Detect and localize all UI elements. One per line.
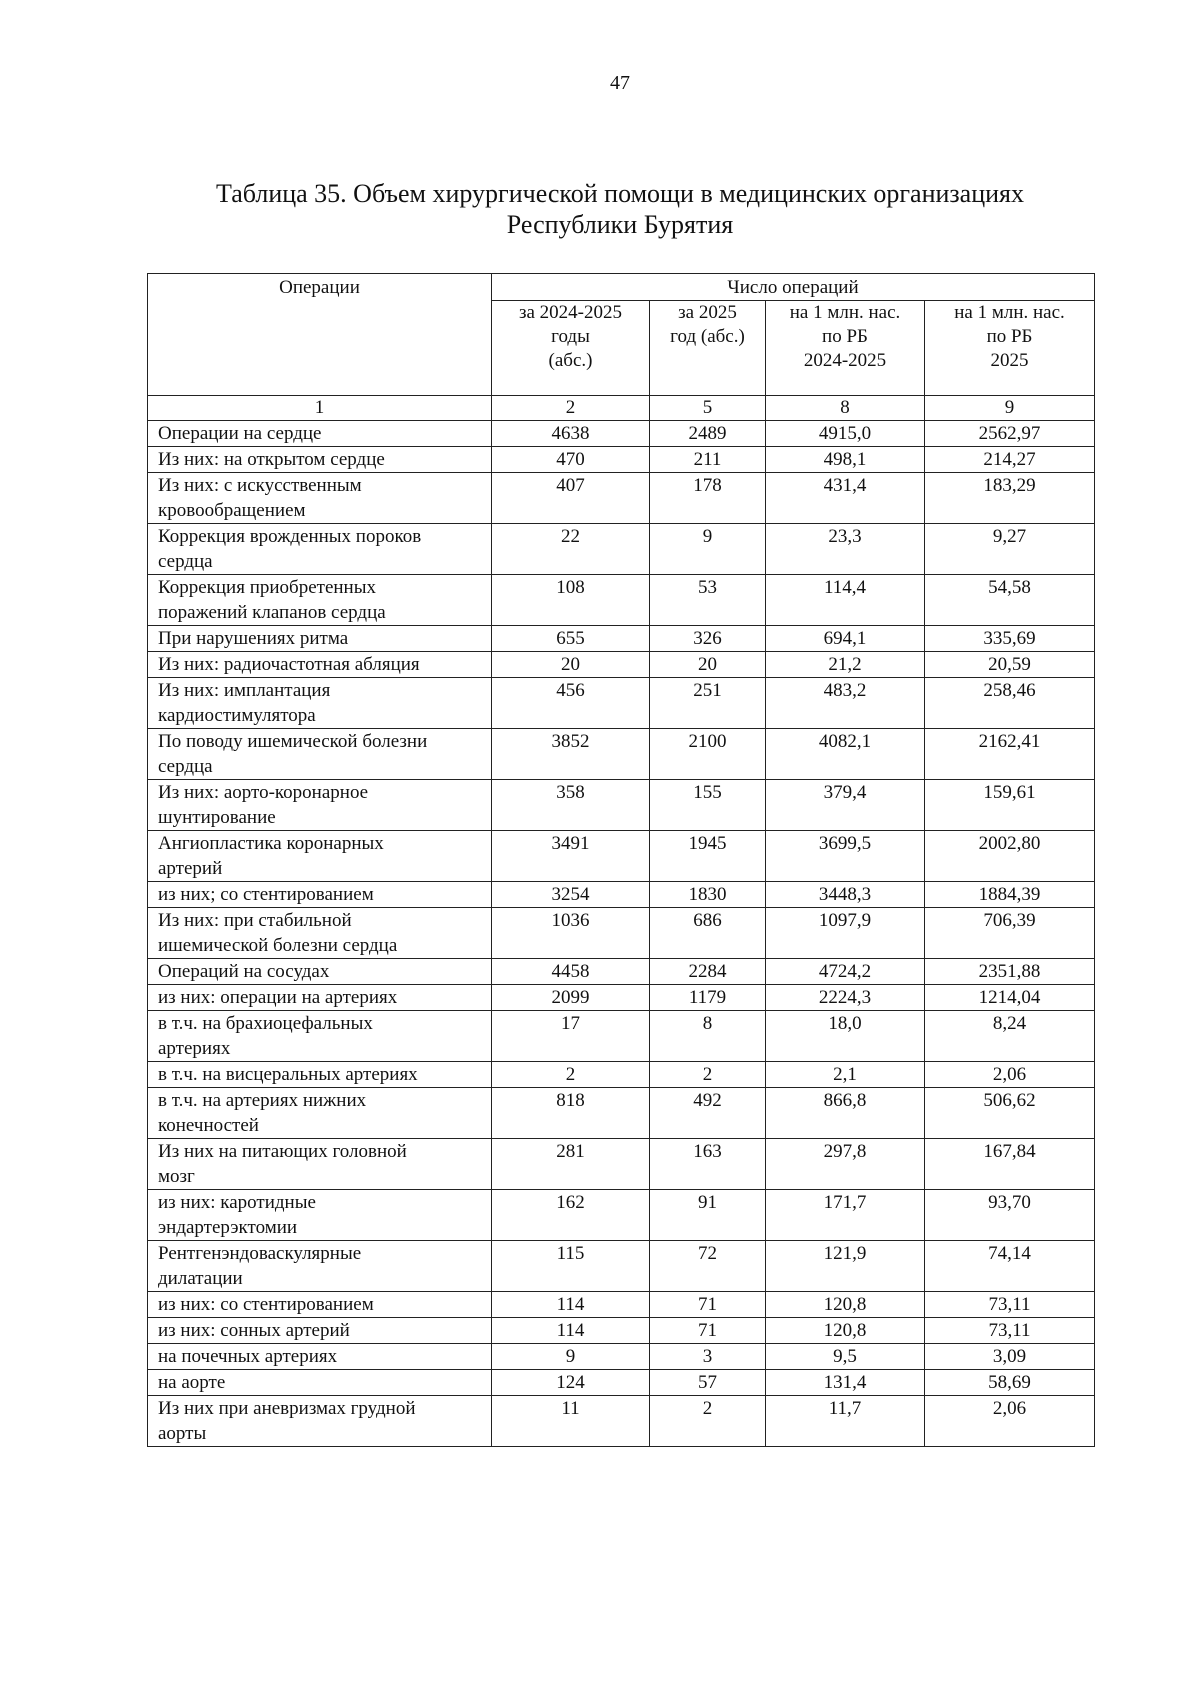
header-line: годы xyxy=(551,326,590,347)
operation-name-cell xyxy=(148,780,492,831)
operation-name-cell xyxy=(148,1139,492,1190)
value-2024-2025-cell: 2099 xyxy=(492,985,650,1011)
operation-name-line: кардиостимулятора xyxy=(158,705,316,726)
table-row xyxy=(148,1396,1095,1447)
per-mln-2024-2025-cell: 3448,3 xyxy=(766,882,925,908)
per-mln-2025-cell: 9,27 xyxy=(925,524,1095,575)
operation-name-cell xyxy=(148,1011,492,1062)
value-2024-2025-cell: 470 xyxy=(492,447,650,473)
value-2024-2025-cell: 358 xyxy=(492,780,650,831)
operation-name-line: Из них: на открытом сердце xyxy=(158,449,385,470)
header-line: за 2024-2025 xyxy=(518,302,622,323)
header-row-top xyxy=(148,274,1095,301)
operation-name-line: Из них: с искусственным xyxy=(158,475,362,496)
operation-name-line: Из них: имплантация xyxy=(158,680,331,701)
per-mln-2025-cell: 73,11 xyxy=(925,1292,1095,1318)
per-mln-2024-2025-cell: 4082,1 xyxy=(766,729,925,780)
per-mln-2024-2025-cell: 3699,5 xyxy=(766,831,925,882)
table-row xyxy=(148,729,1095,780)
per-mln-2024-2025-cell: 4915,0 xyxy=(766,421,925,447)
operation-name-line: При нарушениях ритма xyxy=(158,628,349,649)
value-2025-cell: 91 xyxy=(650,1190,766,1241)
per-mln-2024-2025-cell: 131,4 xyxy=(766,1370,925,1396)
value-2025-cell: 8 xyxy=(650,1011,766,1062)
per-mln-2025-cell: 1214,04 xyxy=(925,985,1095,1011)
per-mln-2024-2025-cell: 694,1 xyxy=(766,626,925,652)
header-col-per-mln-2024-2025 xyxy=(766,301,925,396)
header-line: год (абс.) xyxy=(670,326,745,347)
table-row xyxy=(148,959,1095,985)
per-mln-2025-cell: 2002,80 xyxy=(925,831,1095,882)
table-row xyxy=(148,908,1095,959)
table-row xyxy=(148,1318,1095,1344)
value-2025-cell: 163 xyxy=(650,1139,766,1190)
operation-name-cell xyxy=(148,908,492,959)
value-2025-cell: 1945 xyxy=(650,831,766,882)
column-number: 5 xyxy=(650,396,766,421)
operation-name-line: Из них: радиочастотная абляция xyxy=(158,654,420,675)
per-mln-2025-cell: 3,09 xyxy=(925,1344,1095,1370)
value-2024-2025-cell: 115 xyxy=(492,1241,650,1292)
operation-name-line: артериях xyxy=(158,1038,231,1059)
value-2024-2025-cell: 114 xyxy=(492,1292,650,1318)
operation-name-cell xyxy=(148,1370,492,1396)
column-number: 9 xyxy=(925,396,1095,421)
value-2024-2025-cell: 1036 xyxy=(492,908,650,959)
table-row xyxy=(148,1011,1095,1062)
header-line: по РБ xyxy=(822,326,868,347)
per-mln-2024-2025-cell: 9,5 xyxy=(766,1344,925,1370)
table-row xyxy=(148,652,1095,678)
per-mln-2025-cell: 2162,41 xyxy=(925,729,1095,780)
operation-name-line: Операции на сердце xyxy=(158,423,322,444)
operation-name-cell xyxy=(148,421,492,447)
operation-name-line: в т.ч. на висцеральных артериях xyxy=(158,1064,418,1085)
value-2025-cell: 211 xyxy=(650,447,766,473)
table-row xyxy=(148,1062,1095,1088)
value-2025-cell: 1179 xyxy=(650,985,766,1011)
value-2024-2025-cell: 20 xyxy=(492,652,650,678)
value-2024-2025-cell: 22 xyxy=(492,524,650,575)
operation-name-line: в т.ч. на брахиоцефальных xyxy=(158,1013,373,1034)
operation-name-line: дилатации xyxy=(158,1268,243,1289)
operation-name-cell xyxy=(148,447,492,473)
operation-name-cell xyxy=(148,1190,492,1241)
operation-name-line: ишемической болезни сердца xyxy=(158,935,398,956)
per-mln-2025-cell: 2562,97 xyxy=(925,421,1095,447)
per-mln-2025-cell: 506,62 xyxy=(925,1088,1095,1139)
operation-name-cell xyxy=(148,959,492,985)
operation-name-line: сердца xyxy=(158,756,213,777)
operation-name-cell xyxy=(148,985,492,1011)
operation-name-line: из них: операции на артериях xyxy=(158,987,398,1008)
operation-name-cell xyxy=(148,1088,492,1139)
value-2025-cell: 9 xyxy=(650,524,766,575)
per-mln-2025-cell: 214,27 xyxy=(925,447,1095,473)
operation-name-line: сердца xyxy=(158,551,213,572)
table-row xyxy=(148,421,1095,447)
value-2025-cell: 53 xyxy=(650,575,766,626)
operation-name-cell xyxy=(148,678,492,729)
value-2025-cell: 155 xyxy=(650,780,766,831)
operation-name-line: на аорте xyxy=(158,1372,226,1393)
operation-name-cell xyxy=(148,1318,492,1344)
per-mln-2024-2025-cell: 431,4 xyxy=(766,473,925,524)
operation-name-cell xyxy=(148,1292,492,1318)
value-2024-2025-cell: 3491 xyxy=(492,831,650,882)
value-2025-cell: 178 xyxy=(650,473,766,524)
operation-name-cell xyxy=(148,831,492,882)
table-row xyxy=(148,1241,1095,1292)
header-line: по РБ xyxy=(986,326,1033,347)
operation-name-cell xyxy=(148,882,492,908)
value-2024-2025-cell: 456 xyxy=(492,678,650,729)
value-2025-cell: 2284 xyxy=(650,959,766,985)
operation-name-line: аорты xyxy=(158,1423,207,1444)
per-mln-2025-cell: 73,11 xyxy=(925,1318,1095,1344)
value-2025-cell: 326 xyxy=(650,626,766,652)
per-mln-2024-2025-cell: 114,4 xyxy=(766,575,925,626)
table-row xyxy=(148,780,1095,831)
header-line: за 2025 xyxy=(678,302,737,323)
per-mln-2024-2025-cell: 379,4 xyxy=(766,780,925,831)
per-mln-2024-2025-cell: 121,9 xyxy=(766,1241,925,1292)
per-mln-2025-cell: 167,84 xyxy=(925,1139,1095,1190)
value-2024-2025-cell: 3254 xyxy=(492,882,650,908)
operation-name-cell xyxy=(148,524,492,575)
header-line: 2025 xyxy=(990,350,1029,371)
header-line: на 1 млн. нас. xyxy=(789,302,901,323)
operation-name-cell xyxy=(148,575,492,626)
table-row xyxy=(148,575,1095,626)
value-2025-cell: 72 xyxy=(650,1241,766,1292)
operation-name-line: из них: сонных артерий xyxy=(158,1320,350,1341)
value-2024-2025-cell: 818 xyxy=(492,1088,650,1139)
table-row xyxy=(148,447,1095,473)
per-mln-2025-cell: 8,24 xyxy=(925,1011,1095,1062)
value-2024-2025-cell: 4458 xyxy=(492,959,650,985)
operation-name-cell xyxy=(148,652,492,678)
table-title-line-2: Республики Бурятия xyxy=(506,210,734,239)
table-row xyxy=(148,1139,1095,1190)
table-row xyxy=(148,524,1095,575)
operation-name-line: шунтирование xyxy=(158,807,276,828)
value-2024-2025-cell: 108 xyxy=(492,575,650,626)
operation-name-line: Коррекция приобретенных xyxy=(158,577,376,598)
value-2025-cell: 2 xyxy=(650,1062,766,1088)
operation-name-line: артерий xyxy=(158,858,223,879)
per-mln-2024-2025-cell: 297,8 xyxy=(766,1139,925,1190)
operation-name-line: эндартерэктомии xyxy=(158,1217,298,1238)
per-mln-2025-cell: 706,39 xyxy=(925,908,1095,959)
per-mln-2025-cell: 54,58 xyxy=(925,575,1095,626)
operation-name-cell xyxy=(148,1241,492,1292)
table-row xyxy=(148,882,1095,908)
per-mln-2025-cell: 93,70 xyxy=(925,1190,1095,1241)
per-mln-2024-2025-cell: 4724,2 xyxy=(766,959,925,985)
table-row xyxy=(148,1344,1095,1370)
value-2024-2025-cell: 162 xyxy=(492,1190,650,1241)
per-mln-2024-2025-cell: 1097,9 xyxy=(766,908,925,959)
value-2025-cell: 1830 xyxy=(650,882,766,908)
per-mln-2025-cell: 258,46 xyxy=(925,678,1095,729)
surgery-volume-table xyxy=(147,273,1095,1447)
per-mln-2024-2025-cell: 18,0 xyxy=(766,1011,925,1062)
per-mln-2024-2025-cell: 11,7 xyxy=(766,1396,925,1447)
value-2025-cell: 2 xyxy=(650,1396,766,1447)
column-number: 1 xyxy=(148,396,492,421)
operation-name-line: конечностей xyxy=(158,1115,259,1136)
operation-name-cell xyxy=(148,626,492,652)
table-row xyxy=(148,1190,1095,1241)
operation-name-line: из них; со стентированием xyxy=(158,884,374,905)
value-2024-2025-cell: 407 xyxy=(492,473,650,524)
value-2024-2025-cell: 655 xyxy=(492,626,650,652)
operation-name-line: Операций на сосудах xyxy=(158,961,330,982)
operation-name-line: из них: каротидные xyxy=(158,1192,316,1213)
per-mln-2025-cell: 183,29 xyxy=(925,473,1095,524)
operation-name-cell xyxy=(148,729,492,780)
value-2024-2025-cell: 9 xyxy=(492,1344,650,1370)
table-row xyxy=(148,473,1095,524)
per-mln-2024-2025-cell: 483,2 xyxy=(766,678,925,729)
value-2025-cell: 71 xyxy=(650,1318,766,1344)
value-2025-cell: 3 xyxy=(650,1344,766,1370)
operation-name-line: из них: со стентированием xyxy=(158,1294,374,1315)
value-2024-2025-cell: 124 xyxy=(492,1370,650,1396)
value-2025-cell: 57 xyxy=(650,1370,766,1396)
header-line: на 1 млн. нас. xyxy=(954,302,1065,323)
header-col-2025 xyxy=(650,301,766,396)
header-operations: Операции xyxy=(148,274,492,396)
per-mln-2025-cell: 58,69 xyxy=(925,1370,1095,1396)
table-row xyxy=(148,1292,1095,1318)
per-mln-2024-2025-cell: 120,8 xyxy=(766,1318,925,1344)
header-line: (абс.) xyxy=(548,350,593,371)
value-2024-2025-cell: 17 xyxy=(492,1011,650,1062)
value-2025-cell: 2100 xyxy=(650,729,766,780)
table-row xyxy=(148,1088,1095,1139)
operation-name-line: Из них на питающих головной xyxy=(158,1141,407,1162)
table-row xyxy=(148,1370,1095,1396)
table-row xyxy=(148,678,1095,729)
header-count-group: Число операций xyxy=(492,274,1095,301)
operation-name-line: поражений клапанов сердца xyxy=(158,602,386,623)
operation-name-line: Из них: аорто-коронарное xyxy=(158,782,369,803)
per-mln-2025-cell: 2,06 xyxy=(925,1396,1095,1447)
per-mln-2025-cell: 20,59 xyxy=(925,652,1095,678)
operation-name-line: Из них: при стабильной xyxy=(158,910,352,931)
operation-name-line: По поводу ишемической болезни xyxy=(158,731,428,752)
value-2025-cell: 71 xyxy=(650,1292,766,1318)
column-number-row xyxy=(148,396,1095,421)
per-mln-2024-2025-cell: 2,1 xyxy=(766,1062,925,1088)
value-2024-2025-cell: 3852 xyxy=(492,729,650,780)
value-2025-cell: 492 xyxy=(650,1088,766,1139)
value-2025-cell: 2489 xyxy=(650,421,766,447)
operation-name-line: мозг xyxy=(158,1166,195,1187)
header-line: 2024-2025 xyxy=(803,350,887,371)
table-row xyxy=(148,626,1095,652)
value-2024-2025-cell: 114 xyxy=(492,1318,650,1344)
operation-name-cell xyxy=(148,1062,492,1088)
value-2024-2025-cell: 11 xyxy=(492,1396,650,1447)
per-mln-2024-2025-cell: 23,3 xyxy=(766,524,925,575)
per-mln-2024-2025-cell: 21,2 xyxy=(766,652,925,678)
operation-name-cell xyxy=(148,473,492,524)
per-mln-2025-cell: 74,14 xyxy=(925,1241,1095,1292)
operation-name-line: Ангиопластика коронарных xyxy=(158,833,384,854)
per-mln-2024-2025-cell: 171,7 xyxy=(766,1190,925,1241)
per-mln-2025-cell: 335,69 xyxy=(925,626,1095,652)
value-2025-cell: 686 xyxy=(650,908,766,959)
operation-name-cell xyxy=(148,1396,492,1447)
table-row xyxy=(148,985,1095,1011)
header-col-per-mln-2025 xyxy=(925,301,1095,396)
operation-name-line: Коррекция врожденных пороков xyxy=(158,526,422,547)
per-mln-2024-2025-cell: 498,1 xyxy=(766,447,925,473)
value-2024-2025-cell: 2 xyxy=(492,1062,650,1088)
per-mln-2024-2025-cell: 120,8 xyxy=(766,1292,925,1318)
table-title-line-1: Таблица 35. Объем хирургической помощи в медицинских организациях xyxy=(215,179,1024,208)
operation-name-line: в т.ч. на артериях нижних xyxy=(158,1090,367,1111)
value-2025-cell: 251 xyxy=(650,678,766,729)
operation-name-line: на почечных артериях xyxy=(158,1346,338,1367)
per-mln-2025-cell: 1884,39 xyxy=(925,882,1095,908)
column-number: 8 xyxy=(766,396,925,421)
operation-name-cell xyxy=(148,1344,492,1370)
per-mln-2024-2025-cell: 866,8 xyxy=(766,1088,925,1139)
header-col-2024-2025 xyxy=(492,301,650,396)
value-2024-2025-cell: 281 xyxy=(492,1139,650,1190)
operation-name-line: Рентгенэндоваскулярные xyxy=(158,1243,362,1264)
per-mln-2024-2025-cell: 2224,3 xyxy=(766,985,925,1011)
value-2024-2025-cell: 4638 xyxy=(492,421,650,447)
operation-name-line: Из них при аневризмах грудной xyxy=(158,1398,416,1419)
operation-name-line: кровообращением xyxy=(158,500,306,521)
per-mln-2025-cell: 2351,88 xyxy=(925,959,1095,985)
per-mln-2025-cell: 2,06 xyxy=(925,1062,1095,1088)
table-row xyxy=(148,831,1095,882)
page-number: 47 xyxy=(610,72,630,94)
column-number: 2 xyxy=(492,396,650,421)
table-title xyxy=(150,178,1090,240)
per-mln-2025-cell: 159,61 xyxy=(925,780,1095,831)
value-2025-cell: 20 xyxy=(650,652,766,678)
